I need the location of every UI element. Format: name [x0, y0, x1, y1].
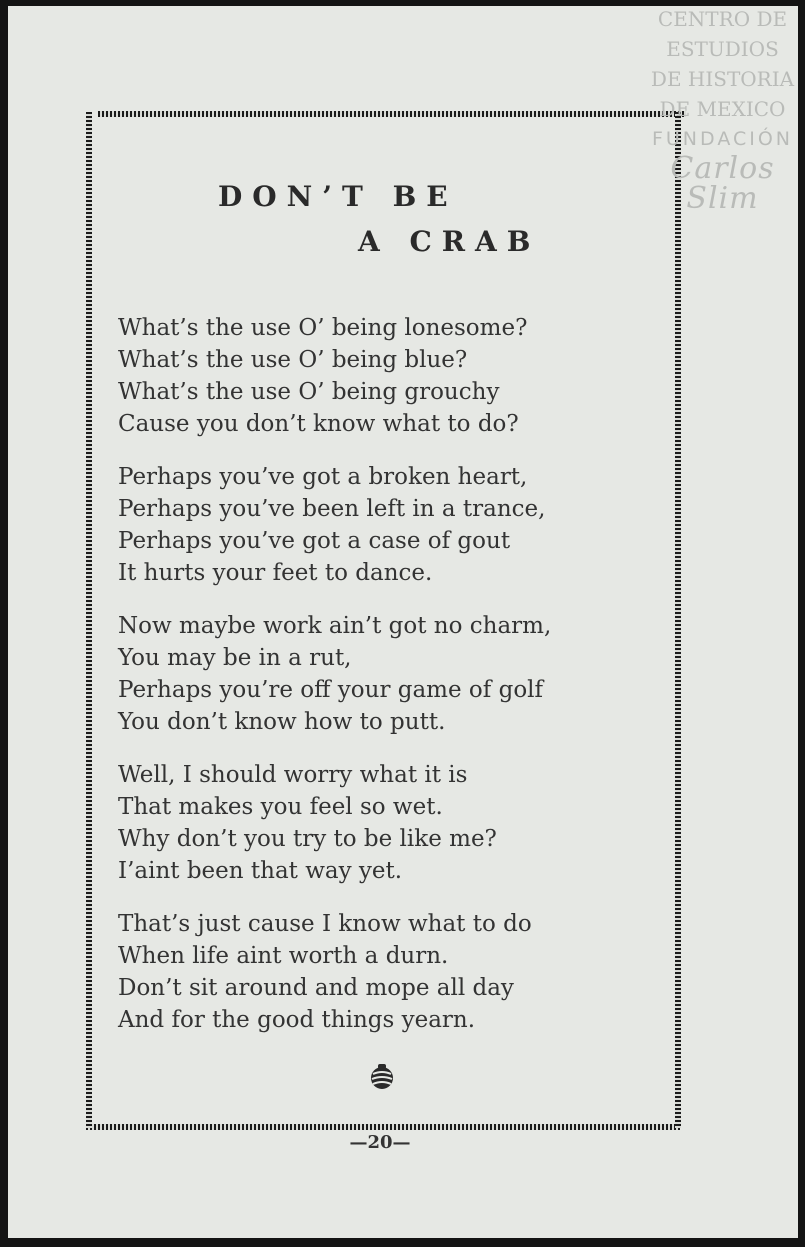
poem-line: You may be in a rut,	[118, 645, 352, 671]
poem-line: What’s the use O’ being lonesome?	[118, 315, 528, 341]
poem-line: You don’t know how to putt.	[118, 709, 446, 735]
title-line-2: A CRAB	[358, 225, 541, 258]
watermark-signature: Carlos Slim	[670, 151, 775, 216]
title-line-1: DON’T BE	[218, 180, 458, 213]
poem-line: Perhaps you’ve got a broken heart,	[118, 464, 528, 490]
poem-line: Perhaps you’re off your game of golf	[118, 677, 544, 703]
edge-mark	[798, 740, 803, 754]
poem-line: Now maybe work ain’t got no charm,	[118, 613, 552, 639]
border-bottom	[86, 1124, 680, 1130]
poem-line: When life aint worth a durn.	[118, 943, 449, 969]
watermark-line: ESTUDIOS	[666, 37, 779, 61]
poem-line: That makes you feel so wet.	[118, 794, 443, 820]
watermark-line: FUNDACIÓN	[651, 128, 794, 150]
poem-line: Well, I should worry what it is	[118, 762, 468, 788]
border-left	[86, 112, 92, 1128]
poem-line: Why don’t you try to be like me?	[118, 826, 497, 852]
border-top	[98, 111, 686, 117]
border-right	[675, 112, 681, 1128]
poem-line: It hurts your feet to dance.	[118, 560, 433, 586]
watermark-line: CENTRO DE	[657, 7, 788, 31]
watermark-line: DE HISTORIA	[650, 67, 795, 91]
edge-mark	[798, 620, 803, 634]
stanza	[118, 461, 618, 589]
archive-watermark	[640, 4, 805, 214]
poem-body	[118, 312, 618, 1057]
poem-line: And for the good things yearn.	[118, 1007, 476, 1033]
stanza	[118, 908, 618, 1036]
page-number: —20—	[349, 1132, 411, 1153]
stanza	[118, 312, 618, 440]
poem-line: Perhaps you’ve got a case of gout	[118, 528, 511, 554]
poem-line: Don’t sit around and mope all day	[118, 975, 514, 1001]
watermark-line: DE MEXICO	[659, 97, 786, 121]
poem-line: Perhaps you’ve been left in a trance,	[118, 496, 546, 522]
poem-line: I’aint been that way yet.	[118, 858, 403, 884]
poem-line: Cause you don’t know what to do?	[118, 411, 519, 437]
poem-line: What’s the use O’ being blue?	[118, 347, 468, 373]
poem-line: What’s the use O’ being grouchy	[118, 379, 500, 405]
stanza	[118, 759, 618, 887]
poem-line: That’s just cause I know what to do	[118, 911, 532, 937]
stanza	[118, 610, 618, 738]
crab-shell-ornament-icon	[368, 1062, 396, 1092]
